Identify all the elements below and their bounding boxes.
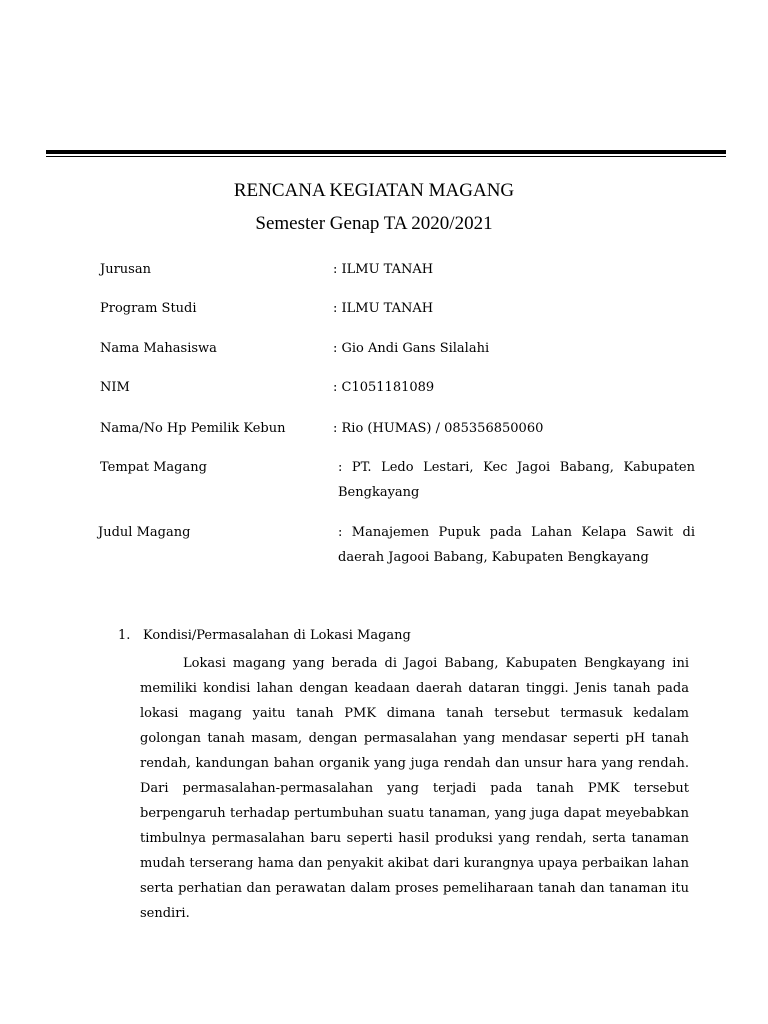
section-title: Kondisi/Permasalahan di Lokasi Magang (143, 628, 411, 643)
field-value-tempat-magang: : PT. Ledo Lestari, Kec Jagoi Babang, Kabupaten Bengkayang (338, 460, 695, 500)
section-number: 1. (118, 628, 131, 643)
field-label-pemilik-kebun: Nama/No Hp Pemilik Kebun (100, 421, 286, 436)
header-rule-thick (46, 150, 726, 154)
field-label-program-studi: Program Studi (100, 301, 197, 316)
field-label-nim: NIM (100, 380, 130, 395)
field-value-nim: : C1051181089 (333, 380, 435, 395)
field-value-judul-magang: : Manajemen Pupuk pada Lahan Kelapa Sawit di daerah Jagooi Babang, Kabupaten Bengkayang (338, 525, 695, 565)
section-heading (118, 627, 411, 644)
header-rule-thin (46, 156, 726, 157)
field-label-nama-mahasiswa: Nama Mahasiswa (100, 341, 217, 356)
field-value-pemilik-kebun: : Rio (HUMAS) / 085356850060 (333, 421, 544, 436)
field-value-jurusan: : ILMU TANAH (333, 262, 434, 277)
field-label-judul-magang: Judul Magang (98, 525, 191, 540)
field-label-jurusan: Jurusan (100, 262, 151, 277)
field-value-program-studi: : ILMU TANAH (333, 301, 434, 316)
field-label-tempat-magang: Tempat Magang (100, 460, 207, 475)
document-subtitle: Semester Genap TA 2020/2021 (255, 213, 493, 234)
section-paragraph: Lokasi magang yang berada di Jagoi Babang, Kabupaten Bengkayang ini memiliki kondisi lahan dengan keadaan daerah dataran tinggi. Jenis tanah pada lokasi magang yaitu tanah PMK dimana tanah tersebut termasuk kedalam golongan tanah masam, dengan permasalahan yang mendasar seperti pH tanah rendah, kandungan bahan organik yang juga rendah dan unsur hara yang rendah. Dari permasalahan-permasalahan yang terjadi pada tanah PMK tersebut berpengaruh terhadap pertumbuhan suatu tanaman, yang juga dapat meyebabkan timbulnya permasalahan baru seperti hasil produksi yang rendah, serta tanaman mudah terserang hama dan penyakit akibat dari kurangnya upaya perbaikan lahan serta perhatian dan perawatan dalam proses pemeliharaan tanah dan tanaman itu sendiri. (140, 656, 689, 921)
field-value-nama-mahasiswa: : Gio Andi Gans Silalahi (333, 341, 490, 356)
document-title: RENCANA KEGIATAN MAGANG (233, 180, 515, 201)
